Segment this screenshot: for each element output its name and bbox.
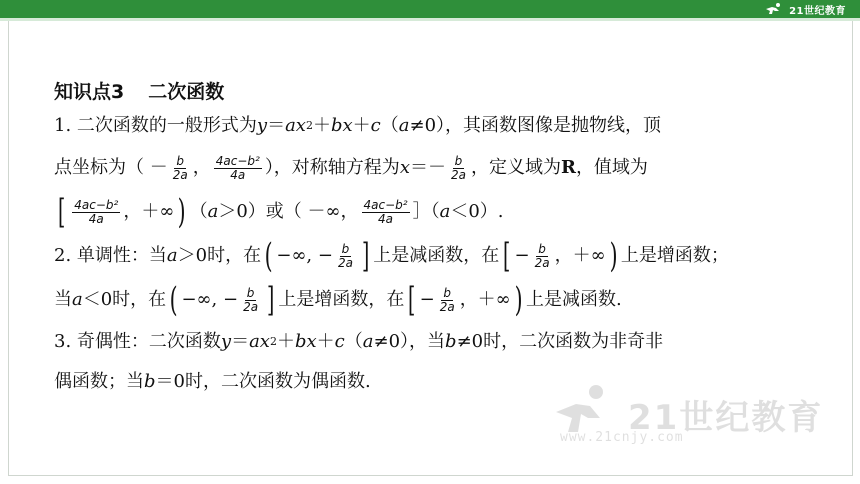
p2-line1 (54, 234, 824, 278)
text: ，＋∞ (123, 201, 175, 222)
heading-label: 知识点3 (54, 81, 125, 103)
var-c: c (370, 115, 381, 136)
heading-topic: 二次函数 (148, 81, 225, 103)
right-paren: ) (514, 280, 523, 320)
p1-line2 (54, 146, 824, 190)
text: − (514, 245, 530, 266)
fraction: $\frac{b}{2a}$ (243, 285, 259, 314)
text: ＋ (312, 115, 331, 136)
text: 1. 二次函数的一般形式为 (54, 115, 257, 136)
var-c: c (334, 331, 345, 352)
text: −∞, − (181, 289, 239, 310)
var-b: b (144, 371, 156, 392)
fraction: $\frac{b}{2a}$ (439, 285, 455, 314)
fraction: $\frac{b}{2a}$ (337, 241, 353, 270)
var-ax: ax (249, 331, 270, 352)
right-paren: ) (609, 236, 618, 276)
p1-line3 (54, 190, 824, 234)
header-bar (0, 0, 860, 18)
var-a: a (439, 201, 451, 222)
text: 当 (54, 289, 72, 310)
text: ，＋∞ (554, 245, 606, 266)
text: ＜0）. (450, 201, 504, 222)
text: ＜0时，在 (82, 289, 167, 310)
text: ＝－ (409, 157, 446, 178)
text: − (419, 289, 435, 310)
text: 上是增函数； (620, 245, 729, 266)
var-bx: bx (294, 331, 317, 352)
text: ＞0）或（ －∞， (218, 201, 359, 222)
text: ，＋∞ (459, 289, 511, 310)
var-a: a (398, 115, 410, 136)
var-a: a (207, 201, 219, 222)
p3-line1 (54, 322, 824, 362)
text: ＋ (352, 115, 371, 136)
left-paren: ( (169, 280, 178, 320)
text: ＝0时，二次函数为偶函数. (155, 371, 371, 392)
text: 上是减函数，在 (373, 245, 500, 266)
right-bracket: ] (267, 280, 275, 320)
text: ＞0时，在 (177, 245, 262, 266)
var-bx: bx (330, 115, 353, 136)
fraction: $\frac{b}{2a}$ (172, 153, 188, 182)
var-y: y (220, 331, 232, 352)
text: ，值域为 (575, 157, 648, 178)
watermark-url: www.21cnjy.com (560, 430, 684, 445)
text: ＝ (231, 331, 250, 352)
text: ＋ (316, 331, 335, 352)
section-heading (54, 78, 824, 106)
text: ＝ (267, 115, 286, 136)
runner-logo-icon (763, 2, 785, 16)
exponent: 2 (269, 335, 277, 348)
var-x: x (399, 157, 410, 178)
text: ≠0时，二次函数为非奇非 (456, 331, 664, 352)
text: 上是减函数. (525, 289, 622, 310)
text: ），对称轴方程为 (264, 157, 400, 178)
var-a: a (166, 245, 178, 266)
text: （ (380, 115, 399, 136)
real-set-symbol: R (560, 157, 576, 178)
right-bracket: ] (361, 236, 370, 276)
logo-text: 21世纪教育 (789, 5, 846, 17)
text: （ － (126, 157, 168, 178)
text: ，定义域为 (470, 157, 561, 178)
text: （ (189, 201, 208, 222)
text: 3. 奇偶性：二次函数 (54, 331, 221, 352)
text: 点坐标为 (54, 157, 126, 178)
fraction: $\frac{b}{2a}$ (534, 241, 550, 270)
text: （ (344, 331, 363, 352)
fraction: $\frac{\text{4ac−b²}}{4a}$ (363, 197, 408, 226)
exponent: 2 (305, 119, 313, 132)
fraction: $\frac{\text{4ac−b²}}{4a}$ (215, 153, 260, 182)
var-a: a (72, 289, 83, 310)
var-a: a (362, 331, 374, 352)
fraction: $\frac{\text{4ac−b²}}{4a}$ (74, 197, 119, 226)
text: ， (192, 157, 211, 178)
var-ax: ax (285, 115, 306, 136)
p1-line1 (54, 106, 824, 146)
text: ≠0），当 (373, 331, 446, 352)
var-y: y (256, 115, 268, 136)
watermark-text: 21世纪教育 (628, 398, 824, 438)
text: ］（ (412, 201, 440, 222)
watermark (548, 382, 848, 452)
fraction: $\frac{b}{2a}$ (450, 153, 466, 182)
left-bracket: [ (408, 280, 416, 320)
text: 偶函数；当 (54, 371, 144, 392)
text: 2. 单调性：当 (54, 245, 167, 266)
left-bracket: [ (503, 236, 511, 276)
text: ＋ (276, 331, 295, 352)
var-b: b (445, 331, 457, 352)
slide-content (54, 78, 824, 402)
right-paren: ) (177, 192, 186, 232)
p2-line2 (54, 278, 824, 322)
left-paren: ( (264, 236, 273, 276)
text: 上是增函数，在 (278, 289, 405, 310)
left-bracket: [ (57, 192, 66, 232)
text: −∞, − (276, 245, 333, 266)
brand-logo (763, 1, 846, 17)
text: ≠0），其函数图像是抛物线，顶 (409, 115, 662, 136)
